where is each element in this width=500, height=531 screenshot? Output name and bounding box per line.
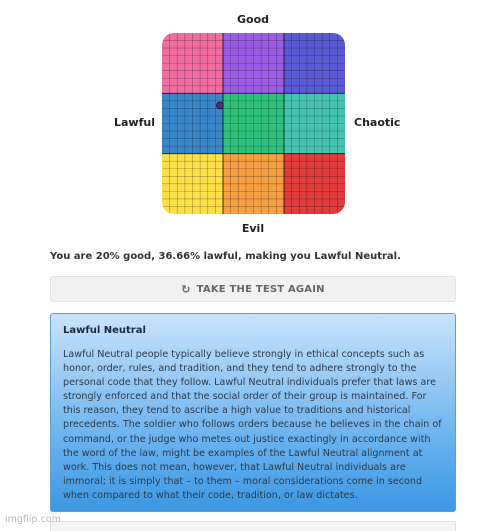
axis-label-lawful: Lawful: [114, 116, 155, 129]
alignment-chart: [162, 33, 345, 214]
axis-label-good: Good: [236, 13, 270, 26]
alignment-chart-svg: [162, 33, 345, 214]
imgflip-watermark: imgflip.com: [5, 514, 61, 525]
description-body: Lawful Neutral people typically believe strongly in ethical concepts such as honor, order, rules, and tradition, and they tend to adhere strongly to the personal code that they follow. Lawful Neutral individuals prefer that laws are strongly enforced and that the social order of their group is maintained. For this reason, they tend to ascribe a high value to traditions and historical precedents. The soldier who follows orders because he believes in the chain of command, or the judge who metes out justice exactingly in accordance with the word of the law, might be examples of the Lawful Neutral alignment at work. This does not mean, however, that Lawful Neutral individuals are immoral; it is simply that – to them – moral considerations come in second when compared to what their code, tradition, or law dictates.: [63, 349, 442, 501]
take-test-again-label: TAKE THE TEST AGAIN: [196, 283, 325, 295]
description-title: Lawful Neutral: [63, 325, 146, 336]
axis-label-evil: Evil: [241, 222, 265, 235]
next-panel: [50, 521, 456, 531]
result-point: [217, 102, 224, 109]
refresh-icon: ↻: [181, 282, 191, 296]
axis-label-chaotic: Chaotic: [354, 116, 401, 129]
result-text: You are 20% good, 36.66% lawful, making you Lawful Neutral.: [50, 251, 401, 262]
take-test-again-button[interactable]: [50, 276, 456, 302]
alignment-description-panel: [50, 313, 456, 512]
